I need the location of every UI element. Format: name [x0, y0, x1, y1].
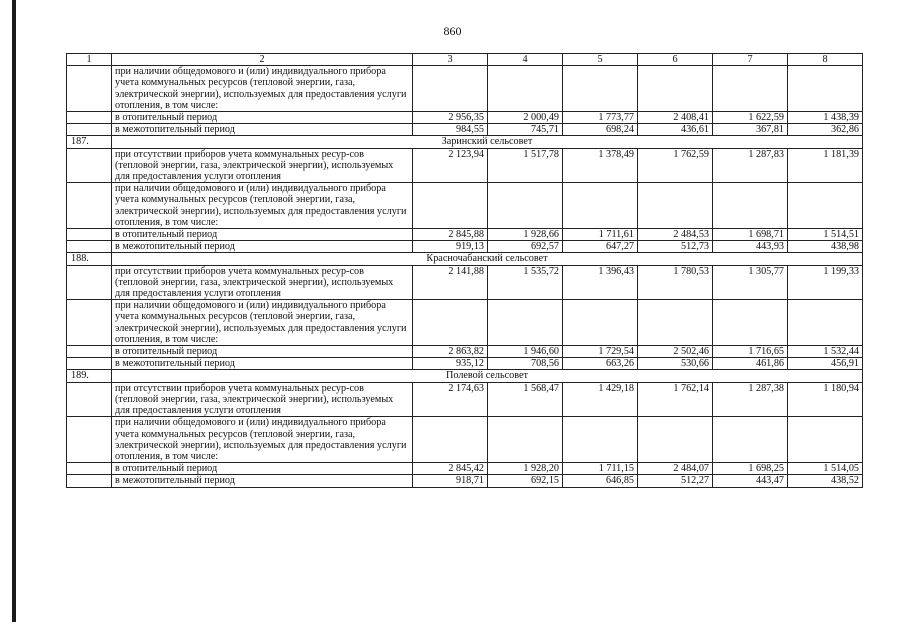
section-number: 189.: [67, 370, 112, 382]
value-cell: [488, 66, 563, 112]
row-number-cell: [67, 463, 112, 475]
value-cell: 647,27: [563, 241, 638, 253]
section-row: [67, 136, 863, 148]
value-cell: 1 378,49: [563, 148, 638, 183]
value-cell: 692,57: [488, 241, 563, 253]
row-number-cell: [67, 241, 112, 253]
value-cell: 1 622,59: [713, 112, 788, 124]
value-cell: [563, 183, 638, 229]
page-number: 860: [443, 24, 462, 38]
table-row: [67, 475, 863, 487]
header-cell: 1: [67, 54, 112, 66]
value-cell: [413, 417, 488, 463]
row-number-cell: [67, 229, 112, 241]
row-description: при наличии общедомового и (или) индивидуального прибора учета коммунальных ресурсов (тепловой энергии, газа, электрической энергии), используемых для предоставления услуги отопления, в том числе:: [112, 183, 413, 229]
table-row: [67, 463, 863, 475]
value-cell: [563, 300, 638, 346]
row-number-cell: [67, 346, 112, 358]
row-number-cell: [67, 300, 112, 346]
table-row: [67, 417, 863, 463]
value-cell: 1 396,43: [563, 265, 638, 300]
row-number-cell: [67, 66, 112, 112]
row-description: при наличии общедомового и (или) индивидуального прибора учета коммунальных ресурсов (тепловой энергии, газа, электрической энергии), используемых для предоставления услуги отопления, в том числе:: [112, 417, 413, 463]
value-cell: 443,93: [713, 241, 788, 253]
value-cell: 362,86: [788, 124, 863, 136]
section-title: Заринский сельсовет: [112, 136, 863, 148]
value-cell: [563, 66, 638, 112]
value-cell: 1 716,65: [713, 346, 788, 358]
value-cell: 1 946,60: [488, 346, 563, 358]
row-number-cell: [67, 382, 112, 417]
value-cell: 1 535,72: [488, 265, 563, 300]
row-number-cell: [67, 417, 112, 463]
scan-left-edge: [12, 0, 16, 622]
value-cell: [638, 66, 713, 112]
value-cell: 646,85: [563, 475, 638, 487]
value-cell: 438,52: [788, 475, 863, 487]
value-cell: 1 517,78: [488, 148, 563, 183]
row-description: при отсутствии приборов учета коммунальных ресур-сов (тепловой энергии, газа, электрической энергии), используемых для предоставления услуги отопления: [112, 148, 413, 183]
section-number: 187.: [67, 136, 112, 148]
value-cell: 1 287,38: [713, 382, 788, 417]
value-cell: 698,24: [563, 124, 638, 136]
value-cell: [788, 417, 863, 463]
row-number-cell: [67, 475, 112, 487]
row-description: в межотопительный период: [112, 475, 413, 487]
value-cell: 1 568,47: [488, 382, 563, 417]
row-description: при отсутствии приборов учета коммунальных ресур-сов (тепловой энергии, газа, электрической энергии), используемых для предоставления услуги отопления: [112, 382, 413, 417]
value-cell: 1 180,94: [788, 382, 863, 417]
section-title: Полевой сельсовет: [112, 370, 863, 382]
value-cell: 1 438,39: [788, 112, 863, 124]
row-description: в межотопительный период: [112, 358, 413, 370]
table-row: [67, 382, 863, 417]
header-cell: 8: [788, 54, 863, 66]
table-row: [67, 265, 863, 300]
value-cell: [563, 417, 638, 463]
value-cell: 456,91: [788, 358, 863, 370]
value-cell: 2 408,41: [638, 112, 713, 124]
value-cell: 1 780,53: [638, 265, 713, 300]
header-cell: 4: [488, 54, 563, 66]
tariff-table: [66, 53, 863, 488]
row-number-cell: [67, 358, 112, 370]
row-description: в межотопительный период: [112, 241, 413, 253]
value-cell: 438,98: [788, 241, 863, 253]
value-cell: 1 429,18: [563, 382, 638, 417]
value-cell: [713, 300, 788, 346]
value-cell: 530,66: [638, 358, 713, 370]
row-number-cell: [67, 148, 112, 183]
value-cell: [488, 300, 563, 346]
value-cell: 919,13: [413, 241, 488, 253]
table-row: [67, 300, 863, 346]
value-cell: 1 762,14: [638, 382, 713, 417]
value-cell: 1 762,59: [638, 148, 713, 183]
value-cell: [638, 183, 713, 229]
value-cell: [413, 66, 488, 112]
header-cell: 5: [563, 54, 638, 66]
value-cell: 2 484,53: [638, 229, 713, 241]
value-cell: 1 287,83: [713, 148, 788, 183]
row-description: при наличии общедомового и (или) индивидуального прибора учета коммунальных ресурсов (тепловой энергии, газа, электрической энергии), используемых для предоставления услуги отопления, в том числе:: [112, 300, 413, 346]
header-row: [67, 54, 863, 66]
value-cell: [713, 417, 788, 463]
section-title: Красночабанский сельсовет: [112, 253, 863, 265]
row-description: в отопительный период: [112, 112, 413, 124]
value-cell: 1 532,44: [788, 346, 863, 358]
value-cell: 443,47: [713, 475, 788, 487]
section-row: [67, 253, 863, 265]
table-row: [67, 148, 863, 183]
value-cell: 2 502,46: [638, 346, 713, 358]
value-cell: 1 928,66: [488, 229, 563, 241]
value-cell: [788, 300, 863, 346]
table-row: [67, 124, 863, 136]
value-cell: [488, 183, 563, 229]
value-cell: 918,71: [413, 475, 488, 487]
table-row: [67, 358, 863, 370]
row-description: в отопительный период: [112, 346, 413, 358]
section-row: [67, 370, 863, 382]
value-cell: 984,55: [413, 124, 488, 136]
row-description: при отсутствии приборов учета коммунальных ресур-сов (тепловой энергии, газа, электрической энергии), используемых для предоставления услуги отопления: [112, 265, 413, 300]
value-cell: [413, 183, 488, 229]
value-cell: 2 845,42: [413, 463, 488, 475]
table-row: [67, 229, 863, 241]
header-cell: 6: [638, 54, 713, 66]
value-cell: [788, 183, 863, 229]
value-cell: 1 514,51: [788, 229, 863, 241]
value-cell: [788, 66, 863, 112]
section-number: 188.: [67, 253, 112, 265]
header-cell: 2: [112, 54, 413, 66]
value-cell: [713, 66, 788, 112]
table-row: [67, 241, 863, 253]
table-row: [67, 183, 863, 229]
value-cell: 1 514,05: [788, 463, 863, 475]
value-cell: 1 711,15: [563, 463, 638, 475]
value-cell: 708,56: [488, 358, 563, 370]
row-number-cell: [67, 183, 112, 229]
value-cell: 2 000,49: [488, 112, 563, 124]
value-cell: 1 773,77: [563, 112, 638, 124]
value-cell: 512,27: [638, 475, 713, 487]
value-cell: 1 698,25: [713, 463, 788, 475]
row-description: в межотопительный период: [112, 124, 413, 136]
value-cell: 2 174,63: [413, 382, 488, 417]
value-cell: 1 711,61: [563, 229, 638, 241]
value-cell: [638, 417, 713, 463]
value-cell: 1 698,71: [713, 229, 788, 241]
row-number-cell: [67, 112, 112, 124]
value-cell: 745,71: [488, 124, 563, 136]
value-cell: 367,81: [713, 124, 788, 136]
value-cell: 1 305,77: [713, 265, 788, 300]
row-number-cell: [67, 124, 112, 136]
header-cell: 7: [713, 54, 788, 66]
table-row: [67, 112, 863, 124]
value-cell: 663,26: [563, 358, 638, 370]
table-row: [67, 346, 863, 358]
header-cell: 3: [413, 54, 488, 66]
row-description: в отопительный период: [112, 463, 413, 475]
value-cell: 692,15: [488, 475, 563, 487]
row-number-cell: [67, 265, 112, 300]
row-description: в отопительный период: [112, 229, 413, 241]
value-cell: 512,73: [638, 241, 713, 253]
value-cell: 1 928,20: [488, 463, 563, 475]
value-cell: 2 484,07: [638, 463, 713, 475]
value-cell: 2 845,88: [413, 229, 488, 241]
value-cell: 2 863,82: [413, 346, 488, 358]
value-cell: [638, 300, 713, 346]
value-cell: 2 956,35: [413, 112, 488, 124]
value-cell: [713, 183, 788, 229]
value-cell: 436,61: [638, 124, 713, 136]
value-cell: 1 181,39: [788, 148, 863, 183]
value-cell: [488, 417, 563, 463]
value-cell: 2 141,88: [413, 265, 488, 300]
value-cell: 2 123,94: [413, 148, 488, 183]
row-description: при наличии общедомового и (или) индивидуального прибора учета коммунальных ресурсов (тепловой энергии, газа, электрической энергии), используемых для предоставления услуги отопления, в том числе:: [112, 66, 413, 112]
value-cell: 1 729,54: [563, 346, 638, 358]
value-cell: 1 199,33: [788, 265, 863, 300]
value-cell: 935,12: [413, 358, 488, 370]
value-cell: [413, 300, 488, 346]
value-cell: 461,86: [713, 358, 788, 370]
table-row: [67, 66, 863, 112]
